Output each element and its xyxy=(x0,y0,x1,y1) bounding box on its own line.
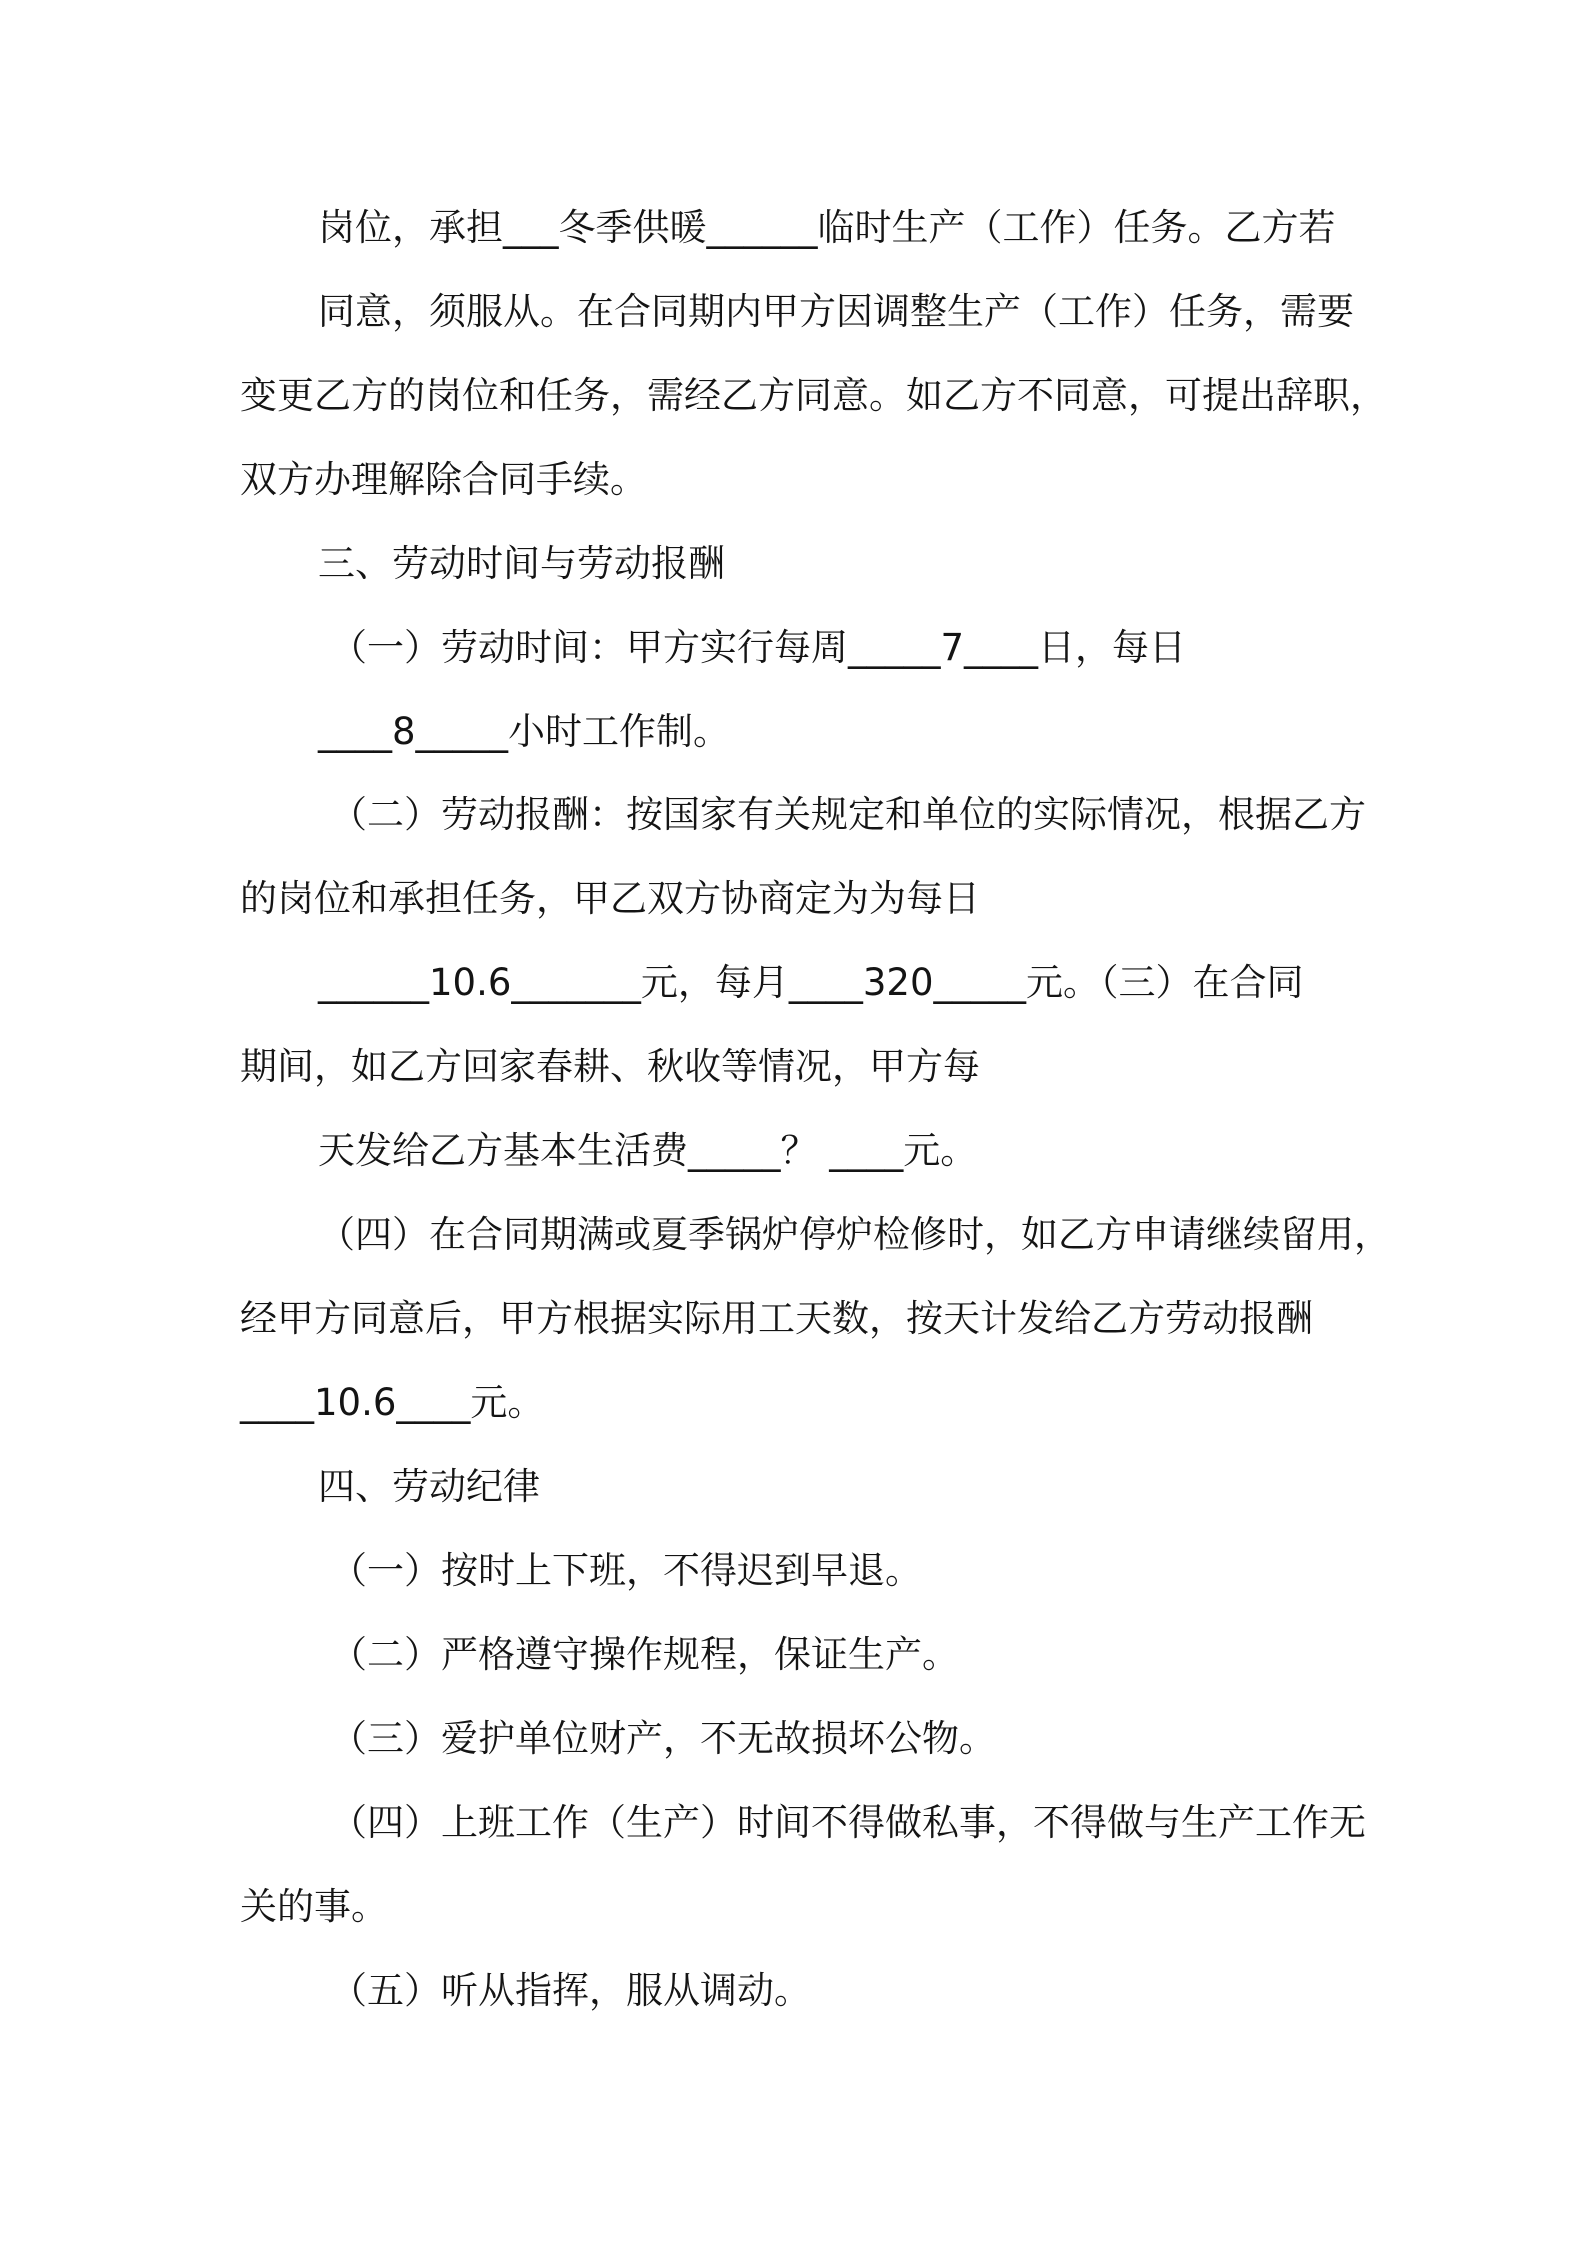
text-line-7: ____8_____小时工作制。 xyxy=(318,710,731,753)
text-line-12: 天发给乙方基本生活费_____？ ____元。 xyxy=(318,1129,978,1172)
text-line-19: （三）爱护单位财产，不无故损坏公物。 xyxy=(330,1717,996,1760)
text-line-21: 关的事。 xyxy=(240,1885,388,1928)
text-line-6: （一）劳动时间：甲方实行每周_____7____日，每日 xyxy=(330,626,1187,669)
section-heading-3: 三、劳动时间与劳动报酬 xyxy=(318,542,725,585)
section-heading-4: 四、劳动纪律 xyxy=(318,1465,540,1508)
text-line-13: （四）在合同期满或夏季锅炉停炉检修时，如乙方申请继续留用， xyxy=(318,1213,1391,1256)
text-line-10: ______10.6_______元，每月____320_____元。（三）在合同 xyxy=(318,961,1304,1004)
text-line-15: ____10.6____元。 xyxy=(240,1381,545,1424)
text-line-11: 期间，如乙方回家春耕、秋收等情况，甲方每 xyxy=(240,1045,980,1088)
text-line-22: （五）听从指挥，服从调动。 xyxy=(330,1969,811,2012)
text-line-14: 经甲方同意后，甲方根据实际用工天数，按天计发给乙方劳动报酬 xyxy=(240,1297,1313,1340)
text-line-4: 双方办理解除合同手续。 xyxy=(240,458,647,501)
text-line-3: 变更乙方的岗位和任务，需经乙方同意。如乙方不同意，可提出辞职， xyxy=(240,374,1387,417)
text-line-17: （一）按时上下班，不得迟到早退。 xyxy=(330,1549,922,1592)
text-line-8: （二）劳动报酬：按国家有关规定和单位的实际情况，根据乙方 xyxy=(330,793,1366,836)
text-line-9: 的岗位和承担任务，甲乙双方协商定为为每日 xyxy=(240,877,980,920)
text-line-20: （四）上班工作（生产）时间不得做私事，不得做与生产工作无 xyxy=(330,1801,1366,1844)
text-line-2: 同意，须服从。在合同期内甲方因调整生产（工作）任务，需要 xyxy=(318,290,1354,333)
text-line-1: 岗位，承担___冬季供暖______临时生产（工作）任务。乙方若 xyxy=(318,206,1336,249)
text-line-18: （二）严格遵守操作规程，保证生产。 xyxy=(330,1633,959,1676)
